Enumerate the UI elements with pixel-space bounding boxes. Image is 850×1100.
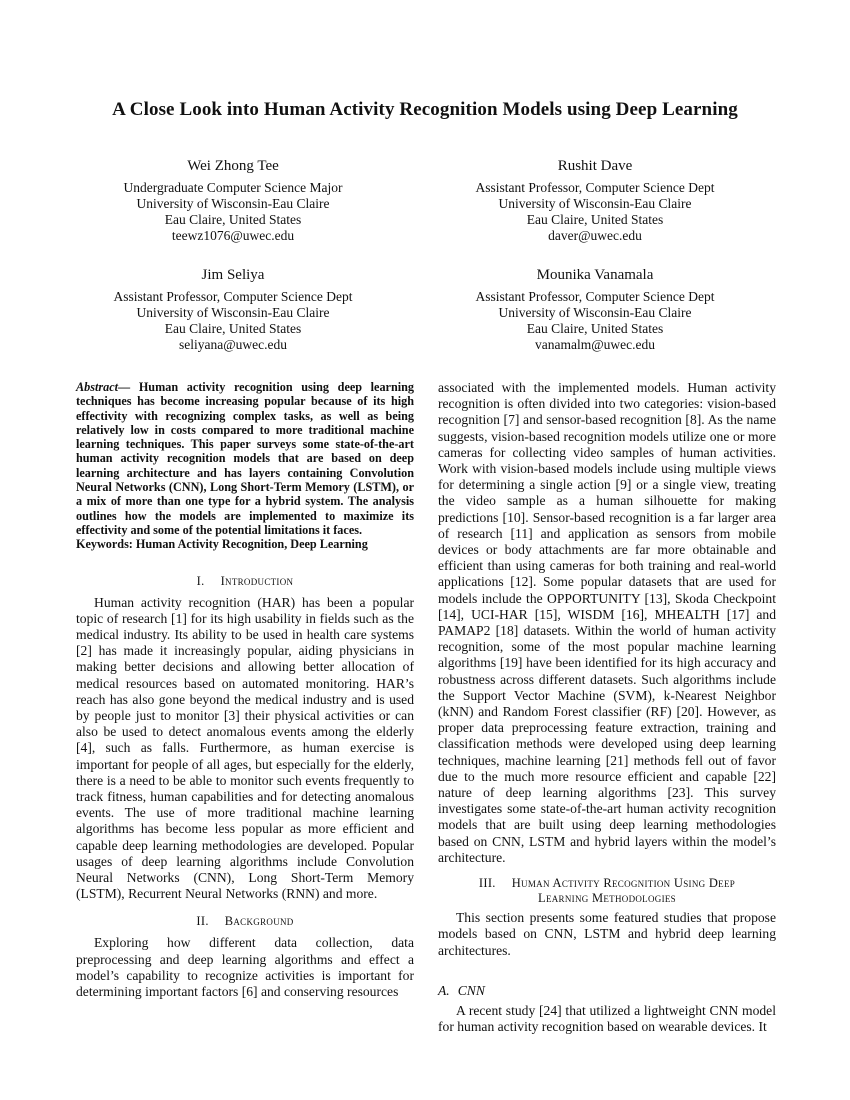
author-email: vanamalm@uwec.edu bbox=[534, 337, 655, 352]
subsection-title: CNN bbox=[457, 982, 485, 998]
har-deep-learning-paragraph: This section presents some featured studies that propose models based on CNN, LSTM and hybrid deep learning architectures. bbox=[438, 910, 776, 958]
section-title: Background bbox=[224, 914, 294, 929]
author-name: Jim Seliya bbox=[201, 267, 265, 283]
left-column bbox=[76, 380, 414, 1000]
background-paragraph-continued: associated with the implemented models. Human activity recognition is often divided into two categories: vision-based recognition [7] and sensor-based recognition [8]. As the name suggests, vision-based recognition models utilize one or more cameras for collecting video samples of human activities. Work with vision-based models include using multiple views for determining a single action [9] or a single view, treating the video sample as a human silhouette for making predictions [10]. Sensor-based recognition is a far larger area of research [11] and application as sensors from mobile devices or body attachments are far more obtainable and efficient than using cameras for both training and real-world applications [12]. Some popular datasets that are used for models include the OPPORTUNITY [13], Skoda Checkpoint [14], UCI-HAR [15], WISDM [16], MHEALTH [17] and PAMAP2 [18] datasets. Within the world of human activity recognition, some of the most popular machine learning algorithms [19] have been identified for its high accuracy and robustness across different datasets. Such algorithms include the Support Vector Machine (SVM), k-Nearest Neighbor (kNN) and Random Forest classifier (RF) [20]. However, as proper data preprocessing feature extraction, training and classification methods were developed using deep learning techniques, machine learning [21] methods fell out of favor due to the much more resource efficient and capable [22] nature of deep learning algorithms [23]. This survey investigates some state-of-the-art human activity recognition models that are built using deep learning methodologies based on CNN, LSTM and hybrid layers within the model’s architecture. bbox=[438, 380, 776, 865]
author-name: Rushit Dave bbox=[557, 158, 633, 174]
subsection-heading-cnn bbox=[438, 983, 776, 999]
author-role: Assistant Professor, Computer Science Dept bbox=[475, 289, 715, 304]
author-block-3 bbox=[68, 267, 398, 353]
subsection-number: A. bbox=[438, 982, 450, 998]
author-block-4 bbox=[430, 267, 760, 353]
section-number: II. bbox=[196, 914, 209, 929]
author-location: Eau Claire, United States bbox=[164, 321, 302, 336]
author-role: Undergraduate Computer Science Major bbox=[123, 180, 343, 195]
section-title-line2: Learning Methodologies bbox=[538, 891, 676, 906]
abstract-text: Human activity recognition using deep learning techniques has become increasing popular because of its high effectivity with recognizing complex tasks, as well as being relatively low in costs compared to more traditional machine learning techniques. This paper surveys some state-of-the-art human activity recognition models that are based on deep learning architecture and has layers containing Convolution Neural Networks (CNN), Long Short-Term Memory (LSTM), or a mix of more than one type for a hybrid system. The analysis outlines how the models are implemented to maximize its effectivity and some of the potential limitations it faces. bbox=[76, 380, 415, 537]
section-number: III. bbox=[478, 876, 496, 891]
abstract bbox=[76, 380, 414, 537]
author-block-1 bbox=[68, 158, 398, 244]
author-name: Wei Zhong Tee bbox=[187, 158, 279, 174]
section-heading-background bbox=[76, 914, 414, 929]
cnn-paragraph: A recent study [24] that utilized a lightweight CNN model for human activity recognition based on wearable devices. It bbox=[438, 1002, 776, 1035]
keywords: Keywords: Human Activity Recognition, Deep Learning bbox=[76, 537, 368, 552]
author-role: Assistant Professor, Computer Science Dept bbox=[113, 289, 353, 304]
abstract-label: Abstract— bbox=[76, 380, 131, 394]
right-column bbox=[438, 380, 776, 1035]
author-role: Assistant Professor, Computer Science Dept bbox=[475, 180, 715, 195]
author-location: Eau Claire, United States bbox=[526, 212, 664, 227]
author-affiliation: University of Wisconsin-Eau Claire bbox=[498, 305, 692, 320]
background-paragraph-start: Exploring how different data collection, data preprocessing and deep learning algorithms and effect a model’s capability to recognize activities is important for determining important factors [6] and conserving resources bbox=[76, 935, 414, 1000]
section-heading-har-deep-learning bbox=[438, 876, 776, 906]
introduction-paragraph: Human activity recognition (HAR) has been a popular topic of research [1] for its high usability in fields such as the medical industry. Its ability to be used in health care systems [2] has made it increasingly popular, aiding physicians in making better decisions and allowing better allocation of medical resources based on automated monitoring. HAR’s reach has also gone beyond the medical industry and is used by people just to monitor [3] their physical activities or can also be used to detect anomalous events among the elderly [4], such as falls. Furthermore, as human exercise is important for people of all ages, but especially for the elderly, there is a need to be able to monitor such events frequently to track fitness, human capabilities and for detecting anomalous events. The use of more traditional machine learning algorithms has become less popular as more efficient and capable deep learning methodologies are developed. Popular usages of deep learning algorithms include Convolution Neural Networks (CNN), Long Short-Term Memory (LSTM), Recurrent Neural Networks (RNN) and more. bbox=[76, 594, 414, 902]
author-affiliation: University of Wisconsin-Eau Claire bbox=[136, 196, 330, 211]
author-email: seliyana@uwec.edu bbox=[178, 337, 287, 352]
author-location: Eau Claire, United States bbox=[164, 212, 302, 227]
author-email: teewz1076@uwec.edu bbox=[171, 228, 295, 243]
author-affiliation: University of Wisconsin-Eau Claire bbox=[498, 196, 692, 211]
paper-title: A Close Look into Human Activity Recognition Models using Deep Learning bbox=[112, 99, 738, 120]
author-name: Mounika Vanamala bbox=[536, 267, 654, 283]
section-heading-introduction bbox=[76, 574, 414, 589]
section-number: I. bbox=[196, 573, 205, 588]
author-affiliation: University of Wisconsin-Eau Claire bbox=[136, 305, 330, 320]
author-location: Eau Claire, United States bbox=[526, 321, 664, 336]
section-title-line1: Human Activity Recognition Using Deep bbox=[511, 876, 736, 891]
section-title: Introduction bbox=[220, 573, 294, 588]
author-email: daver@uwec.edu bbox=[548, 228, 642, 243]
author-block-2 bbox=[430, 158, 760, 244]
